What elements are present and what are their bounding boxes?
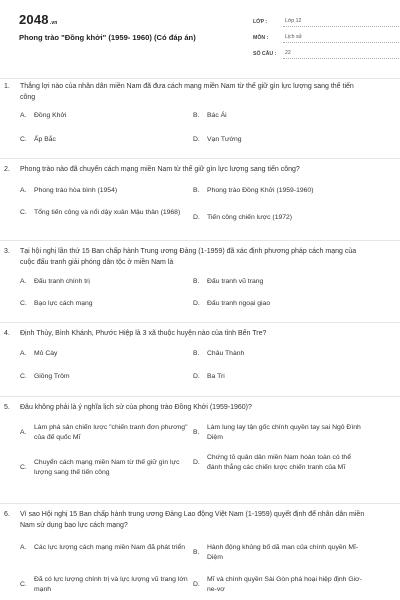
logo-text: 2048	[19, 12, 49, 27]
document-title: Phong trào "Đồng khởi" (1959- 1960) (Có đáp án)	[19, 33, 196, 42]
divider	[0, 240, 400, 241]
meta-info	[253, 13, 399, 61]
option-c[interactable]	[20, 372, 180, 382]
option-letter: B.	[193, 429, 200, 436]
question-number: 6.	[4, 511, 10, 518]
option-letter: D.	[193, 459, 200, 466]
option-d[interactable]	[193, 372, 363, 382]
option-b[interactable]	[193, 423, 363, 443]
option-a[interactable]	[20, 277, 180, 287]
divider	[0, 396, 400, 397]
option-text: Hành động khủng bố dã man của chính quyền Mĩ- Diệm	[207, 544, 359, 561]
option-text: Tổng tiến công và nổi dậy xuân Mậu thân (1968)	[34, 209, 181, 216]
option-text: Mỏ Cày	[34, 350, 58, 357]
option-text: Vạn Tường	[207, 136, 242, 143]
question-number: 1.	[4, 83, 10, 90]
option-a[interactable]	[20, 349, 180, 359]
divider	[0, 78, 400, 79]
question-number: 4.	[4, 330, 10, 337]
option-b[interactable]	[193, 277, 363, 287]
option-b[interactable]	[193, 349, 363, 359]
option-text: Làm lung lay tận gốc chính quyền tay sai Ngô Đình Diệm	[207, 424, 361, 441]
meta-class-row	[253, 13, 399, 27]
option-text: Phong trào hòa bình (1954)	[34, 187, 118, 194]
option-letter: B.	[193, 187, 200, 194]
option-text: Tiến công chiến lược (1972)	[207, 214, 293, 221]
question-5	[0, 402, 400, 505]
meta-class-label: LỚP :	[253, 19, 268, 25]
option-d[interactable]	[193, 213, 363, 223]
option-letter: C.	[20, 300, 27, 307]
option-c[interactable]	[20, 135, 180, 145]
option-a[interactable]	[20, 111, 180, 121]
divider	[0, 158, 400, 159]
option-letter: A.	[20, 350, 27, 357]
option-letter: A.	[20, 278, 27, 285]
option-b[interactable]	[193, 543, 363, 563]
option-text: Ba Tri	[207, 373, 225, 380]
option-d[interactable]	[193, 453, 363, 473]
option-c[interactable]	[20, 299, 180, 309]
option-a[interactable]	[20, 423, 188, 443]
option-c[interactable]	[20, 458, 188, 478]
option-text: Mĩ và chính quyền Sài Gòn phá hoại hiệp định Giơ-ne-vơ	[207, 576, 362, 593]
question-number: 3.	[4, 248, 10, 255]
option-text: Làm phá sản chiến lược "chiến tranh đơn phương" của đế quốc Mĩ	[34, 424, 188, 441]
question-text: Tại hội nghị lần thứ 15 Ban chấp hành Trung ương Đảng (1-1959) đã xác định phương pháp cách mạng của cuộc đấu tranh giải phóng dân tộc ở miền Nam là	[20, 248, 357, 266]
option-text: Phong trào Đồng Khởi (1959-1960)	[207, 187, 314, 194]
option-letter: A.	[20, 429, 27, 436]
question-number: 5.	[4, 404, 10, 411]
option-c[interactable]	[20, 208, 185, 218]
option-letter: C.	[20, 581, 27, 588]
meta-count-label: SỐ CÂU :	[253, 51, 277, 57]
question-text: Vì sao Hội nghị 15 Ban chấp hành trung ương Đảng Lao động Việt Nam (1-1959) quyết định để nhân dân miền Nam sử dụng bạo lực cách mạng?	[20, 511, 365, 529]
option-letter: C.	[20, 209, 27, 216]
option-letter: D.	[193, 136, 200, 143]
option-text: Đấu tranh chính trị	[34, 278, 90, 285]
divider	[0, 322, 400, 323]
option-letter: C.	[20, 136, 27, 143]
option-letter: D.	[193, 373, 200, 380]
option-b[interactable]	[193, 111, 363, 121]
logo-suffix: .vn	[49, 20, 58, 26]
question-4	[0, 328, 400, 395]
option-text: Đã có lực lượng chính trị và lực lượng vũ trang lớn mạnh	[34, 576, 188, 593]
question-text: Phong trào nào đã chuyển cách mạng miền Nam từ thế giữ gìn lực lượng sang tiến công?	[20, 166, 300, 173]
question-3	[0, 246, 400, 324]
meta-subject-row	[253, 29, 399, 43]
option-letter: B.	[193, 350, 200, 357]
option-text: Ấp Bắc	[34, 136, 56, 143]
option-text: Đồng Khởi	[34, 112, 67, 119]
option-text: Đấu tranh vũ trang	[207, 278, 264, 285]
option-a[interactable]	[20, 186, 180, 196]
option-d[interactable]	[193, 299, 363, 309]
option-letter: D.	[193, 300, 200, 307]
option-text: Giồng Trôm	[34, 373, 70, 380]
question-number: 2.	[4, 166, 10, 173]
option-letter: C.	[20, 464, 27, 471]
option-text: Châu Thành	[207, 350, 245, 357]
option-text: Chứng tỏ quân dân miền Nam hoàn toàn có thể đánh thắng các chiến lược chiến tranh của Mĩ	[207, 454, 351, 471]
question-text: Đâu không phải là ý nghĩa lịch sử của phong trào Đồng Khởi (1959-1960)?	[20, 404, 252, 411]
question-text: Định Thủy, Bình Khánh, Phước Hiệp là 3 xã thuộc huyện nào của tỉnh Bến Tre?	[20, 330, 267, 337]
divider	[0, 503, 400, 504]
option-letter: B.	[193, 549, 200, 556]
option-text: Bạo lực cách mạng	[34, 300, 93, 307]
option-b[interactable]	[193, 186, 363, 196]
meta-count-row	[253, 45, 399, 59]
option-c[interactable]	[20, 575, 188, 595]
option-letter: D.	[193, 214, 200, 221]
meta-subject-value: Lịch sử	[283, 34, 399, 43]
option-letter: B.	[193, 112, 200, 119]
option-letter: A.	[20, 187, 27, 194]
option-d[interactable]	[193, 135, 363, 145]
document-header	[17, 0, 383, 62]
site-logo[interactable]	[19, 12, 58, 27]
question-text: Thắng lợi nào của nhân dân miền Nam đã đưa cách mạng miền Nam từ thế giữ gìn lực lượng sang thế tiến công	[20, 83, 354, 101]
option-text: Bác Ái	[207, 112, 227, 119]
option-letter: A.	[20, 112, 27, 119]
option-d[interactable]	[193, 575, 363, 595]
option-letter: A.	[20, 544, 27, 551]
meta-class-value: Lớp 12	[283, 18, 399, 27]
question-2	[0, 164, 400, 235]
option-letter: B.	[193, 278, 200, 285]
option-text: Chuyển cách mạng miền Nam từ thế giữ gìn lực lượng sang thế tiến công	[34, 459, 180, 476]
option-text: Đấu tranh ngoại giao	[207, 300, 271, 307]
question-1	[0, 81, 400, 155]
option-letter: C.	[20, 373, 27, 380]
option-a[interactable]	[20, 543, 188, 553]
meta-count-value: 22	[283, 50, 399, 59]
question-6	[0, 509, 400, 599]
meta-subject-label: MÔN :	[253, 35, 269, 41]
option-letter: D.	[193, 581, 200, 588]
option-text: Các lực lượng cách mạng miền Nam đã phát triển	[34, 544, 186, 551]
